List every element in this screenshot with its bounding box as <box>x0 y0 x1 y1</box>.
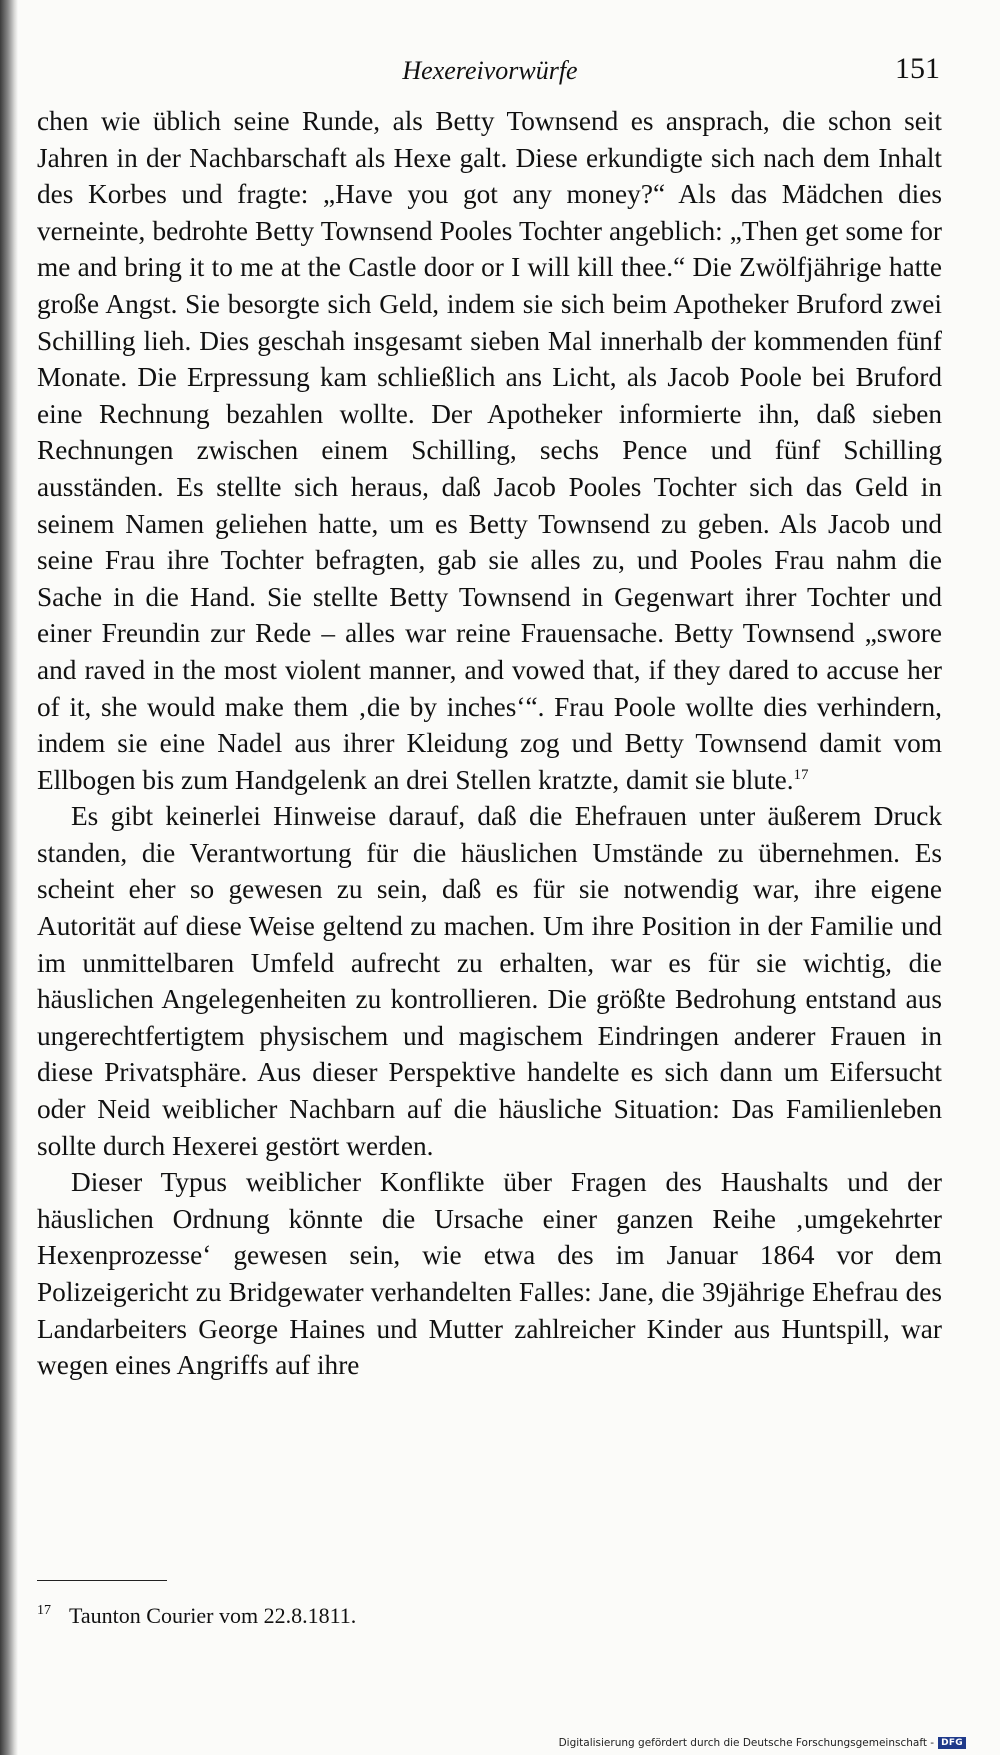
body-text <box>37 103 942 1384</box>
footnote-reference[interactable]: 17 <box>793 766 809 783</box>
digitization-credit <box>559 1737 966 1749</box>
credit-text: Digitalisierung gefördert durch die Deutsche Forschungsgemeinschaft - <box>558 1737 935 1749</box>
page-number: 151 <box>895 52 940 85</box>
paragraph-3: Dieser Typus weiblicher Konflikte über Fragen des Haushalts und der häuslichen Ordnung könnte die Ursache einer ganzen Reihe ‚umgekehrter Hexenprozesse‘ gewesen sein, wie etwa des im Januar 1864 vor dem Polizeigericht zu Bridgewater verhandelten Falles: Jane, die 39jährige Ehefrau des Landarbeiters George Haines und Mutter zahlreicher Kinder aus Huntspill, war wegen eines Angriffs auf ihre <box>37 1167 942 1381</box>
dfg-logo: DFG <box>938 1737 966 1749</box>
footnote-divider <box>37 1580 167 1581</box>
footnote-text: Taunton Courier vom 22.8.1811. <box>69 1603 357 1628</box>
running-head: Hexereivorwürfe <box>402 56 578 85</box>
paragraph-1 <box>37 103 942 798</box>
paragraph-2: Es gibt keinerlei Hinweise darauf, daß die Ehefrauen unter äußerem Druck standen, die Verantwortung für die häuslichen Umstände zu übernehmen. Es scheint eher so gewesen zu sein, daß es für sie notwendig war, ihre eigene Autorität auf diese Weise geltend zu machen. Um ihre Position in der Familie und im unmittelbaren Umfeld aufrecht zu erhalten, war es für sie wichtig, die häuslichen Angelegenheiten zu kontrollieren. Die größte Bedrohung entstand aus ungerechtfertigtem physischem und magischem Eindringen anderer Frauen in diese Privatsphäre. Aus dieser Perspektive handelte es sich dann um Eifersucht oder Neid weiblicher Nachbarn auf die häusliche Situation: Das Familienleben sollte durch Hexerei gestört werden. <box>37 801 942 1161</box>
scan-edge-shadow <box>0 0 18 1755</box>
footnote <box>37 1597 937 1630</box>
paragraph-1-text: chen wie üblich seine Runde, als Betty Townsend es ansprach, die schon seit Jahren in der Nachbarschaft als Hexe galt. Diese erkundigte sich nach dem Inhalt des Korbes und fragte: „Have you got any money?“ Als das Mädchen dies verneinte, bedrohte Betty Townsend Pooles Tochter angeblich: „Then get some for me and bring it to me at the Castle door or I will kill thee.“ Die Zwölfjährige hatte große Angst. Sie besorgte sich Geld, indem sie sich beim Apotheker Bruford zwei Schilling lieh. Dies geschah insgesamt sieben Mal innerhalb der kommenden fünf Monate. Die Erpressung kam schließlich ans Licht, als Jacob Poole bei Bruford eine Rechnung bezahlen wollte. Der Apotheker informierte ihn, daß sieben Rechnungen zwischen einem Schilling, sechs Pence und fünf Schilling ausständen. Es stellte sich heraus, daß Jacob Pooles Tochter sich das Geld in seinem Namen geliehen hatte, um es Betty Townsend zu geben. Als Jacob und seine Frau ihre Tochter befragten, gab sie alles zu, und Pooles Frau nahm die Sache in die Hand. Sie stellte Betty Townsend in Gegenwart ihrer Tochter und einer Freundin zur Rede – alles war reine Frauensache. Betty Townsend „swore and raved in the most violent manner, and vowed that, if they dared to accuse her of it, she would make them ‚die by inches‘“. Frau Poole wollte dies verhindern, indem sie eine Nadel aus ihrer Kleidung zog und Betty Townsend damit vom Ellbogen bis zum Handgelenk an drei Stellen kratzte, damit sie blute. <box>37 106 942 795</box>
page-header <box>40 52 940 92</box>
footnote-number: 17 <box>37 1603 51 1618</box>
